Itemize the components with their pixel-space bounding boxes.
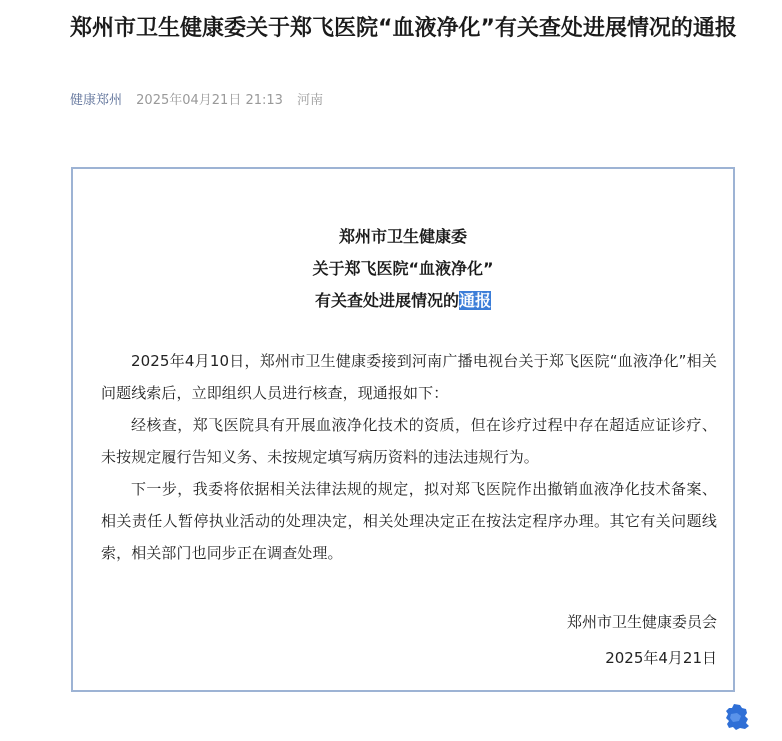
notice-paragraph-3: 下一步，我委将依据相关法律法规的规定，拟对郑飞医院作出撤销血液净化技术备案、相关责任人暂停执业活动的处理决定，相关处理决定正在按法定程序办理。其它有关问题线索，相关部门也同步正在调查处理。 — [101, 480, 717, 562]
signature-organization: 郑州市卫生健康委员会 — [566, 613, 717, 631]
publish-date: 2025年04月21日 21:13 — [136, 93, 283, 108]
notice-heading-line1: 郑州市卫生健康委 — [338, 227, 467, 246]
notice-paragraph-2: 经核查，郑飞医院具有开展血液净化技术的资质，但在诊疗过程中存在超适应证诊疗、未按规定履行告知义务、未按规定填写病历资料的违法违规行为。 — [101, 416, 717, 466]
notice-paragraph-1: 2025年4月10日，郑州市卫生健康委接到河南广播电视台关于郑飞医院“血液净化”相关问题线索后，立即组织人员进行核查，现通报如下： — [101, 352, 717, 402]
notice-heading-line3 — [73, 285, 733, 317]
account-name-link[interactable]: 健康郑州 — [70, 93, 123, 108]
notice-box — [71, 167, 735, 692]
notice-heading — [73, 221, 733, 317]
article-meta — [70, 91, 323, 111]
article-title: 郑州市卫生健康委关于郑飞医院“血液净化”有关查处进展情况的通报 — [70, 16, 737, 41]
signature-date: 2025年4月21日 — [605, 649, 717, 667]
notice-heading-line2: 关于郑飞医院“血液净化” — [312, 259, 494, 278]
henan-map-icon[interactable] — [722, 702, 752, 732]
publish-location: 河南 — [297, 93, 324, 108]
notice-body — [101, 345, 717, 569]
notice-heading-line3-text: 有关查处进展情况的 — [314, 291, 459, 310]
selected-text-highlight[interactable]: 通报 — [459, 291, 492, 310]
